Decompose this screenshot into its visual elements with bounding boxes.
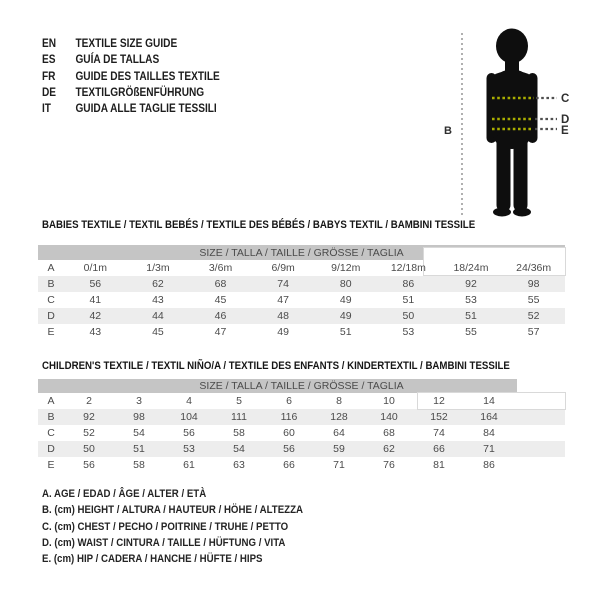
table-cell: 0/1m	[83, 262, 107, 274]
table-cell: 76	[383, 459, 395, 471]
table-cell: 164	[480, 411, 498, 423]
table-cell: 6/9m	[271, 262, 295, 274]
table-cell: 53	[402, 326, 415, 338]
child-measurement-diagram	[440, 14, 600, 226]
legend-line: B. (cm) HEIGHT / ALTURA / HAUTEUR / HÖHE / ALTEZZA	[42, 504, 304, 517]
language-row	[42, 52, 220, 68]
row-label: A	[47, 262, 55, 274]
table-cell: 9/12m	[331, 262, 361, 274]
legend-line: C. (cm) CHEST / PECHO / POITRINE / TRUHE / PETTO	[42, 520, 289, 533]
legend-line: A. AGE / EDAD / ÂGE / ALTER / ETÀ	[42, 488, 207, 500]
table-cell: 92	[83, 411, 95, 423]
table-cell: 55	[527, 294, 540, 306]
table-cell: 10	[383, 395, 395, 407]
waist-label: D	[561, 114, 570, 126]
table-cell: 52	[83, 427, 95, 439]
table-cell: 111	[231, 411, 247, 423]
legend-line: E. (cm) HIP / CADERA / HANCHE / HÜFTE / HIPS	[42, 553, 263, 566]
language-guide-label: GUIDE DES TAILLES TEXTILE	[75, 70, 220, 83]
language-guide-label: TEXTILGRÖßENFÜHRUNG	[75, 86, 205, 99]
table-cell: 12	[433, 395, 445, 407]
children-table	[38, 379, 566, 473]
table-row	[38, 441, 565, 457]
table-cell: 12/18m	[390, 262, 426, 274]
table-cell: 6	[286, 395, 292, 407]
table-row	[38, 292, 565, 308]
row-label: E	[47, 326, 55, 338]
table-cell: 14	[483, 395, 495, 407]
table-cell: 71	[483, 443, 495, 455]
table-cell: 41	[89, 294, 102, 306]
table-cell: 46	[214, 310, 227, 322]
table-cell: 56	[283, 443, 295, 455]
language-row	[42, 69, 220, 85]
table-cell: 56	[83, 459, 95, 471]
table-cell: 74	[277, 278, 289, 290]
row-label: D	[47, 310, 55, 322]
table-cell: 3/6m	[208, 262, 233, 274]
table-cell: 98	[133, 411, 145, 423]
table-cell: 68	[383, 427, 395, 439]
row-label: B	[47, 411, 55, 423]
filler-cell	[514, 409, 565, 425]
filler-cell	[514, 457, 565, 473]
language-list	[42, 36, 220, 117]
table-cell: 49	[277, 326, 289, 338]
row-label: A	[47, 395, 55, 407]
table-cell: 51	[133, 443, 145, 455]
language-guide-label: TEXTILE SIZE GUIDE	[75, 38, 178, 50]
table-cell: 86	[402, 278, 415, 290]
row-label: C	[47, 427, 55, 439]
table-cell: 62	[383, 443, 395, 455]
table-cell: 71	[333, 459, 345, 471]
table-cell: 5	[236, 395, 242, 407]
chest-label: C	[561, 93, 570, 105]
language-guide-label: GUÍA DE TALLAS	[75, 54, 160, 67]
table-cell: 55	[465, 326, 477, 338]
table-cell: 54	[233, 443, 245, 455]
table-row	[38, 324, 565, 340]
language-row	[42, 101, 220, 117]
table-cell: 49	[339, 310, 352, 322]
table-cell: 1/3m	[146, 262, 170, 274]
table-cell: 24/36m	[516, 262, 552, 274]
table-cell: 68	[214, 278, 227, 290]
row-label: E	[47, 459, 55, 471]
language-code: DE	[42, 86, 57, 99]
table-cell: 64	[333, 427, 345, 439]
language-row	[42, 85, 220, 101]
table-cell: 43	[152, 294, 164, 306]
table-cell: 53	[465, 294, 477, 306]
table-cell: 84	[483, 427, 495, 439]
table-cell: 44	[152, 310, 164, 322]
height-label: B	[444, 125, 452, 137]
table-cell: 52	[527, 310, 540, 322]
filler-cell	[514, 393, 565, 409]
babies-table-title: BABIES TEXTILE / TEXTIL BEBÉS / TEXTILE DES BÉBÉS / BABYS TEXTIL / BAMBINI TESSILE	[42, 219, 476, 231]
row-label: B	[47, 278, 55, 290]
table-cell: 47	[214, 326, 227, 338]
table-cell: 8	[336, 395, 342, 407]
table-cell: 140	[380, 411, 398, 423]
size-header-row	[38, 379, 565, 393]
table-cell: 59	[333, 443, 345, 455]
table-row	[38, 308, 565, 324]
table-row	[38, 260, 565, 276]
table-cell: 86	[483, 459, 495, 471]
table-row	[38, 409, 565, 425]
table-cell: 51	[465, 310, 477, 322]
language-guide-label: GUIDA ALLE TAGLIE TESSILI	[75, 103, 217, 116]
table-cell: 98	[527, 278, 540, 290]
language-code: FR	[42, 70, 56, 83]
table-cell: 42	[89, 310, 102, 322]
table-cell: 58	[133, 459, 145, 471]
table-row	[38, 457, 565, 473]
table-row	[38, 425, 565, 441]
children-table-title: CHILDREN'S TEXTILE / TEXTIL NIÑO/A / TEXTILE DES ENFANTS / KINDERTEXTIL / BAMBINI TESSILE	[42, 360, 510, 372]
filler-cell	[514, 425, 565, 441]
table-cell: 58	[233, 427, 245, 439]
table-cell: 18/24m	[453, 262, 489, 274]
table-cell: 47	[277, 294, 289, 306]
table-cell: 3	[136, 395, 142, 407]
table-cell: 50	[402, 310, 415, 322]
table-cell: 104	[180, 411, 198, 423]
size-header-row	[38, 245, 565, 260]
table-cell: 49	[339, 294, 352, 306]
row-label: D	[47, 443, 55, 455]
table-cell: 56	[183, 427, 195, 439]
table-cell: 66	[283, 459, 295, 471]
table-cell: 51	[402, 294, 415, 306]
legend-line: D. (cm) WAIST / CINTURA / TAILLE / HÜFTUNG / VITA	[42, 536, 286, 549]
table-cell: 128	[330, 411, 348, 423]
table-cell: 66	[433, 443, 445, 455]
table-cell: 81	[433, 459, 445, 471]
babies-table	[38, 245, 566, 340]
language-code: IT	[42, 103, 52, 116]
child-silhouette-icon	[487, 29, 538, 217]
table-cell: 50	[83, 443, 95, 455]
table-cell: 54	[133, 427, 145, 439]
table-cell: 62	[152, 278, 164, 290]
table-cell: 116	[280, 411, 298, 423]
table-cell: 60	[283, 427, 295, 439]
table-cell: 61	[183, 459, 195, 471]
table-cell: 45	[152, 326, 164, 338]
table-cell: 57	[527, 326, 540, 338]
hip-label: E	[561, 125, 569, 137]
table-cell: 53	[183, 443, 195, 455]
table-cell: 4	[186, 395, 192, 407]
table-cell: 43	[89, 326, 102, 338]
table-cell: 48	[277, 310, 289, 322]
table-cell: 45	[214, 294, 227, 306]
language-code: EN	[42, 38, 57, 50]
table-cell: 51	[339, 326, 352, 338]
filler-cell	[514, 441, 565, 457]
row-label: C	[47, 294, 55, 306]
table-cell: 92	[465, 278, 477, 290]
size-header-label: SIZE / TALLA / TAILLE / GRÖSSE / TAGLIA	[199, 380, 404, 392]
table-row	[38, 393, 565, 409]
language-code: ES	[42, 54, 56, 67]
table-cell: 63	[233, 459, 245, 471]
size-header-label: SIZE / TALLA / TAILLE / GRÖSSE / TAGLIA	[199, 246, 404, 259]
measurement-legend	[42, 486, 303, 567]
table-cell: 152	[430, 411, 448, 423]
table-cell: 56	[89, 278, 102, 290]
table-cell: 80	[339, 278, 352, 290]
table-row	[38, 276, 565, 292]
table-cell: 2	[86, 395, 92, 407]
language-row	[42, 36, 220, 52]
table-cell: 74	[433, 427, 445, 439]
